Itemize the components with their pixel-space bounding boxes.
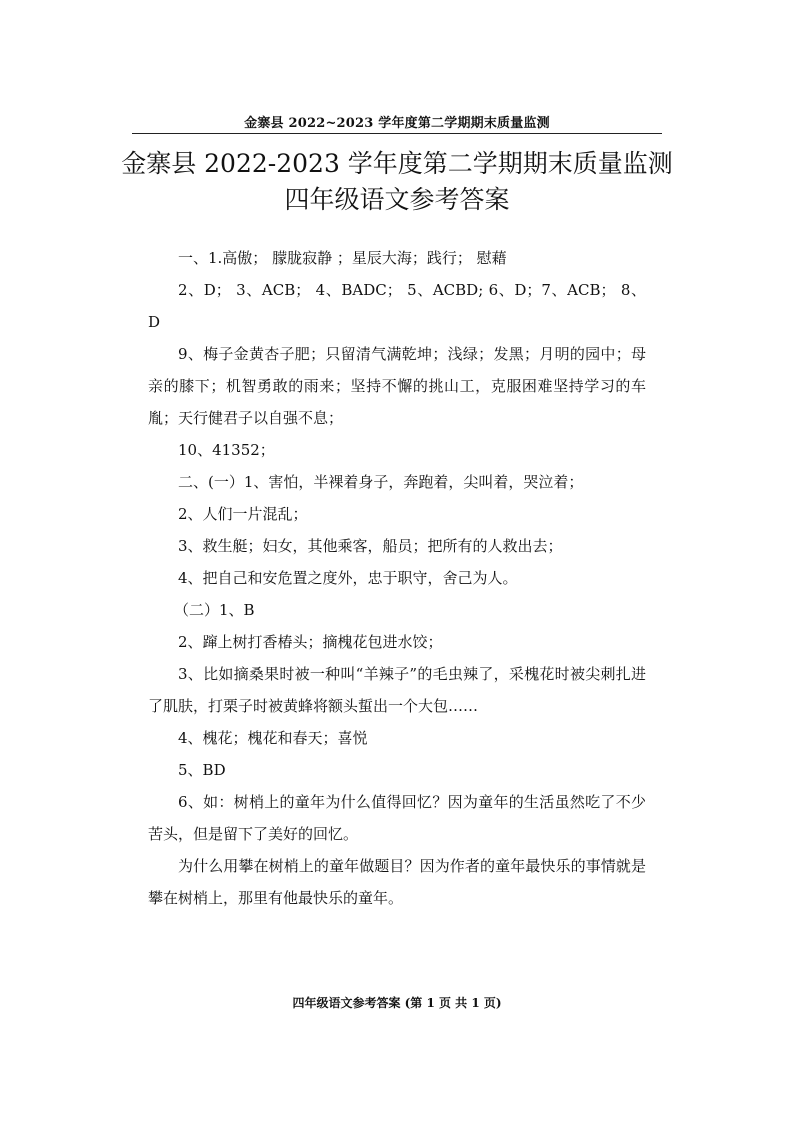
answer-body — [148, 242, 646, 914]
answer-line-6: 2、人们一片混乱； — [178, 505, 308, 523]
answer-line-3: 9、梅子金黄杏子肥；只留清气满乾坤；浅绿；发黑；月明的园中；母亲的膝下；机智勇敢的雨来；坚持不懈的挑山工，克服困难坚持学习的车胤；天行健君子以自强不息； — [148, 345, 646, 427]
document-subtitle: 四年级语文参考答案 — [284, 185, 510, 214]
answer-line-8: 4、把自己和安危置之度外，忠于职守，舍己为人。 — [178, 569, 518, 587]
answer-line-4: 10、41352； — [178, 441, 275, 459]
header-rule — [132, 133, 662, 134]
running-header: 金寨县 2022~2023 学年度第二学期期末质量监测 — [244, 116, 550, 131]
answer-line-10: 2、蹿上树打香椿头；摘槐花包进水饺； — [178, 633, 443, 651]
answer-line-5: 二、(一）1、害怕，半裸着身子，奔跑着，尖叫着，哭泣着； — [178, 473, 584, 491]
document-title: 金寨县 2022-2023 学年度第二学期期末质量监测 — [121, 149, 673, 178]
answer-line-13: 5、BD — [178, 761, 226, 779]
answer-line-12: 4、槐花；槐花和春天；喜悦 — [178, 729, 368, 747]
answer-line-2: 2、D； 3、ACB； 4、BADC； 5、ACBD; 6、D；7、ACB； 8、D — [148, 281, 646, 331]
answer-line-15: 为什么用攀在树梢上的童年做题目？因为作者的童年最快乐的事情就是攀在树梢上，那里有他最快乐的童年。 — [148, 857, 646, 907]
answer-line-9: （二）1、B — [174, 601, 255, 619]
answer-line-11: 3、比如摘桑果时被一种叫“羊辣子”的毛虫辣了，采槐花时被尖刺扎进了肌肤，打栗子时被黄蜂将额头蜇出一个大包…… — [148, 665, 646, 715]
page-footer: 四年级语文参考答案 (第 1 页 共 1 页) — [292, 996, 502, 1010]
answer-line-1: 一、1.高傲； 朦胧寂静 ；星辰大海；践行； 慰藉 — [178, 249, 507, 267]
answer-line-14: 6、如：树梢上的童年为什么值得回忆？因为童年的生活虽然吃了不少苦头，但是留下了美好的回忆。 — [148, 793, 646, 843]
answer-line-7: 3、救生艇；妇女，其他乘客，船员；把所有的人救出去； — [178, 537, 563, 555]
